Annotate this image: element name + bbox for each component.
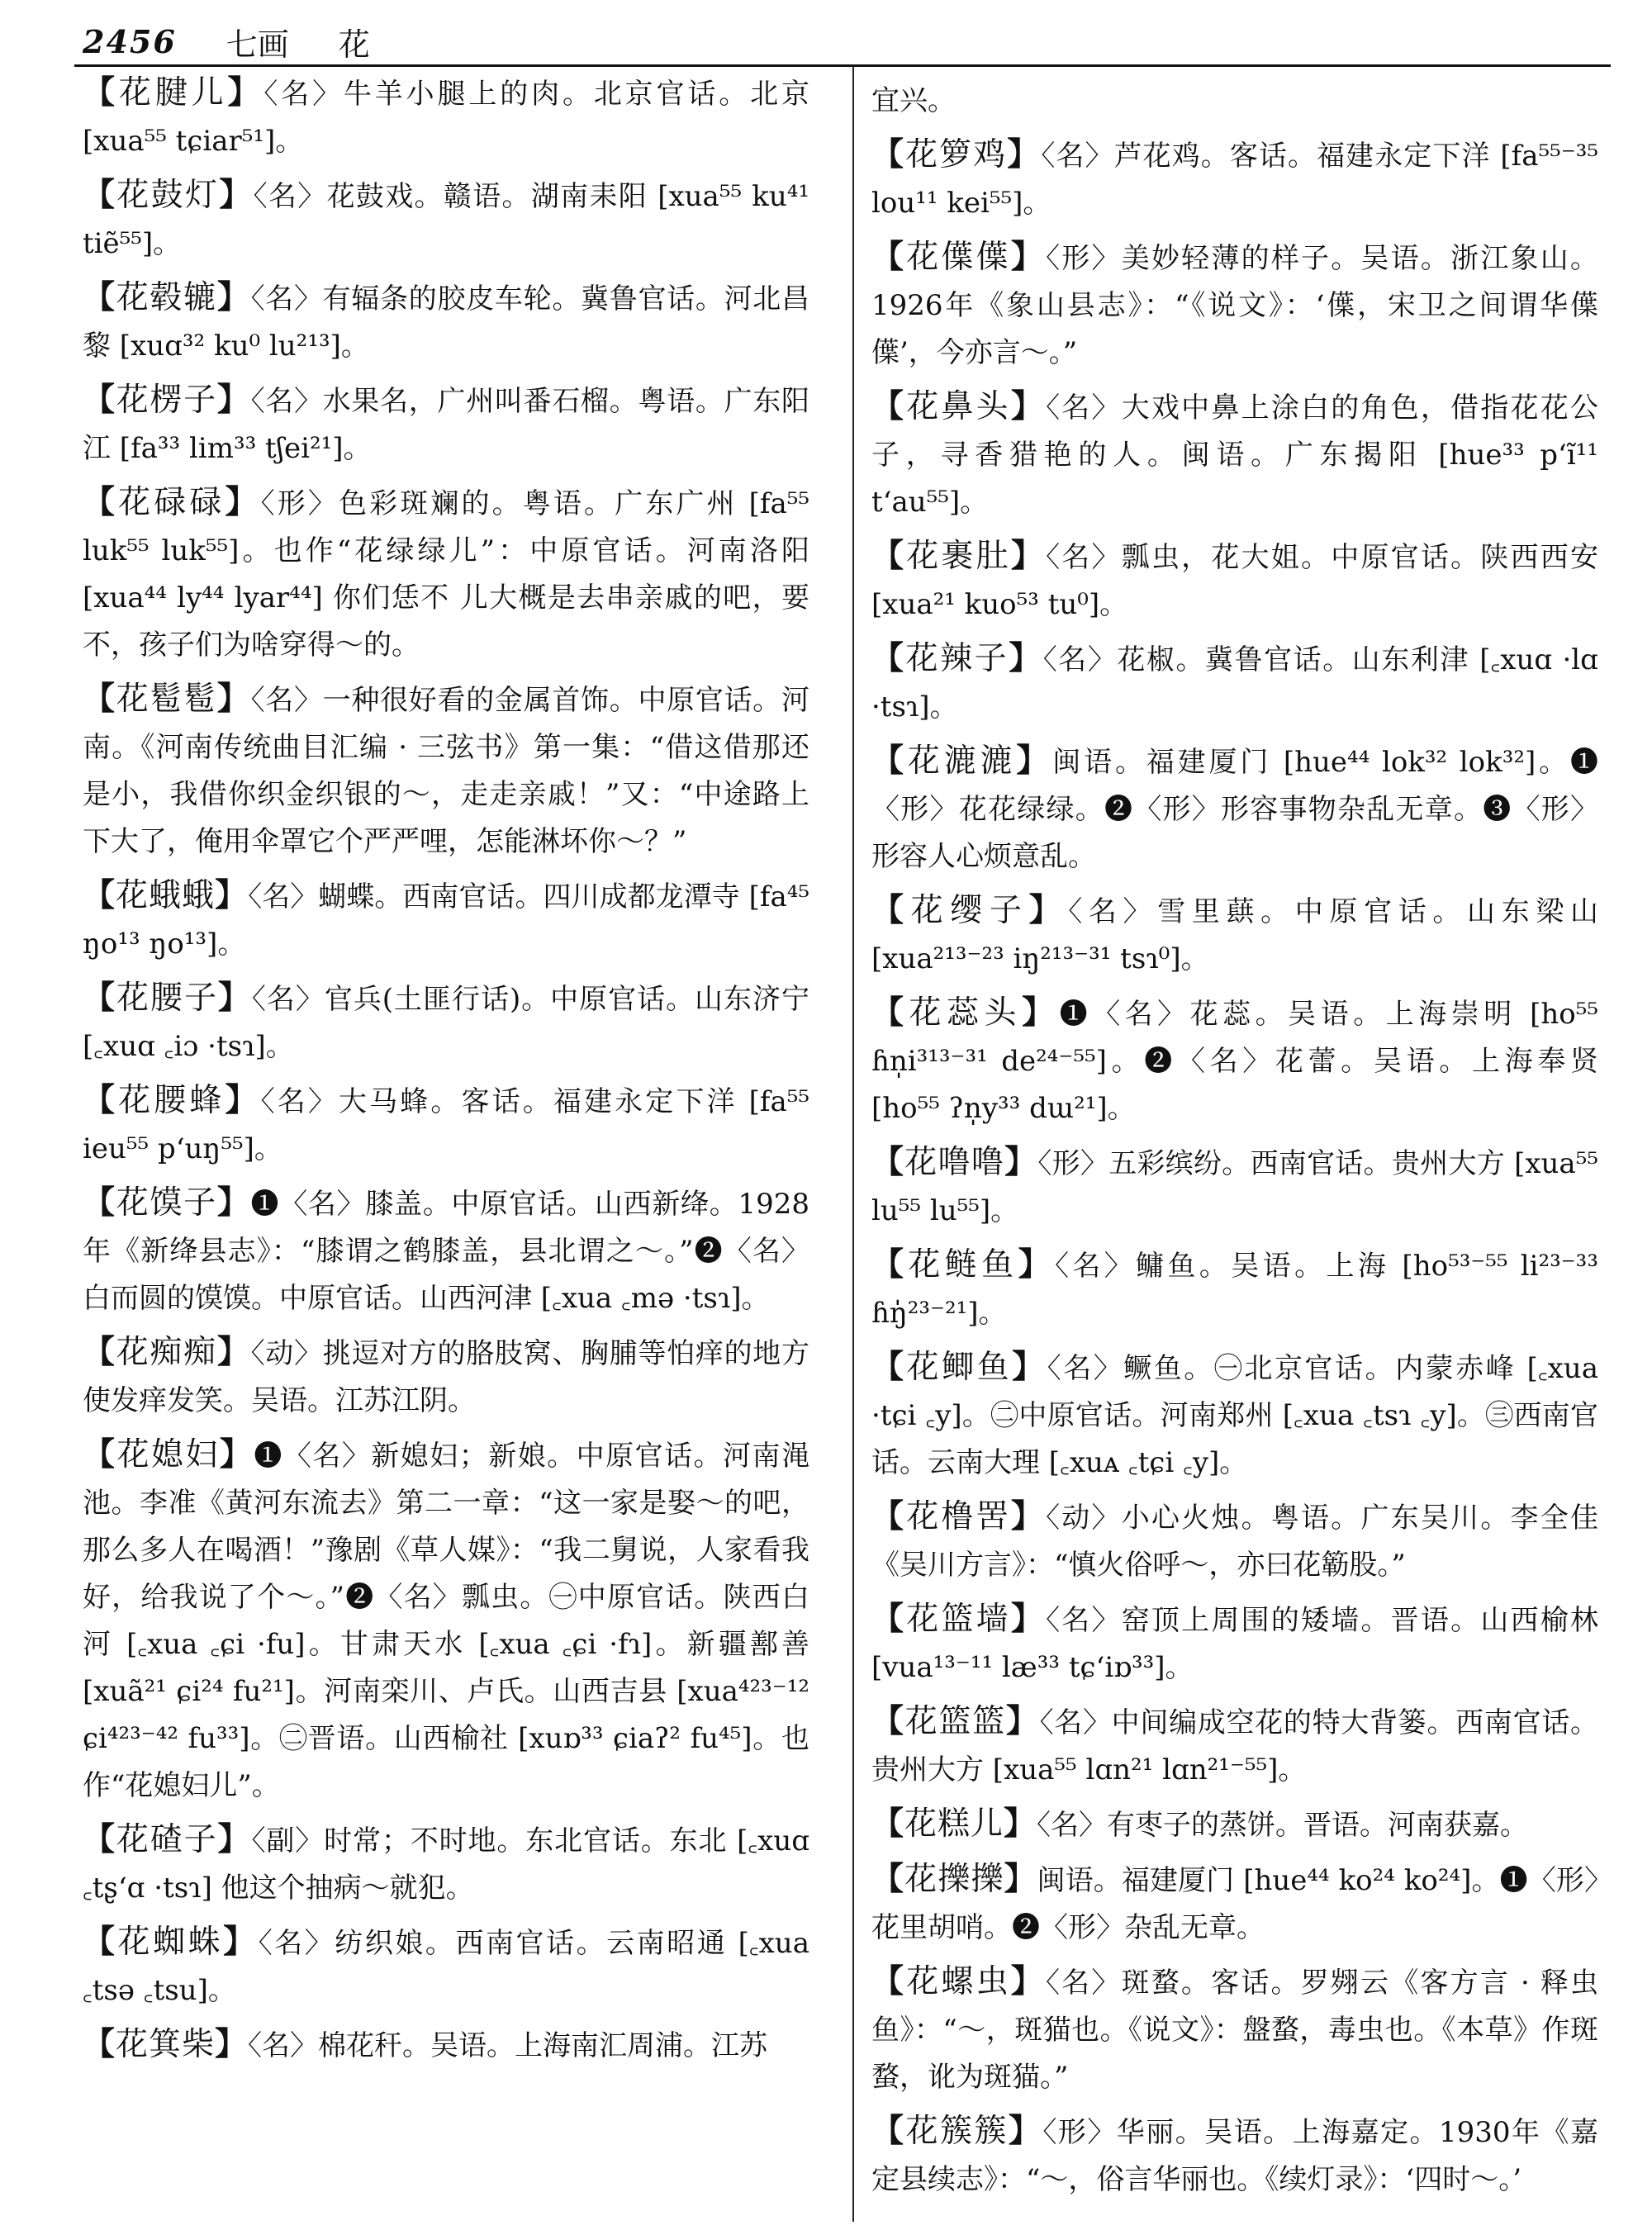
entry-headword: 【花碴子】	[83, 1821, 252, 1858]
entry-headword: 【花腰子】	[83, 980, 252, 1017]
headword-text: 花擽擽	[904, 1861, 1004, 1898]
headword-text: 花篮墙	[906, 1601, 1011, 1638]
entry-definition: 〈形〉色彩斑斓的。粤语。广东广州 [fa⁵⁵ luk⁵⁵ luk⁵⁵]。也作“花绿绿儿”：中原官话。河南洛阳[xua⁴⁴ ly⁴⁴ lyar⁴⁴] 你们恁不 儿大概是去串亲戚的吧，要不，孩子们为啥穿得～的。	[83, 487, 809, 662]
entry-headword: 【花毂辘】	[83, 279, 251, 316]
headword-text: 花僷僷	[906, 239, 1011, 276]
entry-headword: 【花鼓灯】	[83, 177, 254, 214]
headword-text: 花橹罟	[906, 1498, 1011, 1535]
entry-headword: 【花痴痴】	[83, 1334, 251, 1371]
dictionary-entry	[83, 872, 809, 968]
headword-text: 花碌碌	[118, 484, 225, 521]
entry-definition: 〈名〉一种很好看的金属首饰。中原官话。河南。《河南传统曲目汇编 · 三弦书》第一集：“借这借那还是小，我借你织金织银的～，走走亲戚！”又：“中途路上下大了，俺用伞罩它个严严哩，怎能淋坏你～？”	[83, 684, 809, 858]
dictionary-entry	[871, 2108, 1598, 2204]
dictionary-entry	[871, 1596, 1598, 1691]
entry-definition: 〈名〉花鼓戏。赣语。湖南耒阳 [xua⁵⁵ ku⁴¹ tiẽ⁵⁵]。	[83, 180, 809, 260]
entry-headword: 【花篮篮】	[871, 1703, 1040, 1740]
headword-text: 花螺虫	[906, 1963, 1011, 2000]
headword-text: 花楞子	[116, 382, 217, 419]
dictionary-entry	[83, 1431, 809, 1810]
headword-text: 花腰蜂	[118, 1082, 225, 1119]
entry-definition: 〈名〉鳙鱼。吴语。上海 [ho⁵³⁻⁵⁵ li²³⁻³³ ɦŋ̍²³⁻²¹]。	[871, 1250, 1598, 1330]
entry-headword: 【花辣子】	[871, 640, 1043, 677]
dictionary-entry	[871, 1958, 1598, 2101]
headword-text: 花鲢鱼	[908, 1246, 1018, 1283]
dictionary-entry	[83, 274, 809, 370]
entry-headword: 【花鼻头】	[871, 388, 1047, 425]
right-column	[871, 69, 1598, 2210]
column-divider	[852, 66, 854, 2222]
headword-text: 花辣子	[905, 640, 1009, 677]
dictionary-entry	[871, 635, 1598, 731]
entry-headword: 【花媳妇】	[83, 1436, 254, 1473]
entry-definition: 〈形〉五彩缤纷。西南官话。贵州大方 [xua⁵⁵ lu⁵⁵ lu⁵⁵]。	[871, 1147, 1598, 1227]
entry-headword: 【花腰蜂】	[83, 1082, 261, 1119]
entry-headword: 【花髱髱】	[83, 681, 251, 718]
headword-text: 花碴子	[116, 1821, 218, 1858]
page-number: 2456	[83, 22, 177, 60]
entry-headword: 【花缨子】	[871, 892, 1069, 929]
entry-headword: 【花螺虫】	[871, 1963, 1046, 2000]
headword-text: 花腱儿	[118, 74, 228, 112]
dictionary-entry	[83, 172, 809, 268]
entry-headword: 【花蛾蛾】	[83, 877, 249, 914]
entry-definition: 〈名〉中间编成空花的特大背篓。西南官话。贵州大方 [xua⁵⁵ lɑn²¹ lɑn²¹⁻⁵⁵]。	[871, 1706, 1598, 1786]
dictionary-entry	[83, 69, 809, 165]
headword-text: 花痴痴	[116, 1334, 217, 1371]
entry-headword: 【花噜噜】	[871, 1144, 1038, 1181]
headword-text: 花毂辘	[116, 279, 217, 316]
entry-headword: 【花橹罟】	[871, 1498, 1047, 1535]
dictionary-entry	[871, 131, 1598, 227]
entry-definition: 〈动〉小心火烛。粤语。广东吴川。李全佳《吴川方言》：“慎火俗呼～，亦曰花簕股。”	[871, 1502, 1598, 1582]
entry-headword: 【花箕柴】	[83, 2026, 249, 2063]
headword-text: 花蜘蛛	[117, 1924, 224, 1961]
entry-definition: 〈名〉斑蝥。客话。罗翙云《客方言 · 释虫鱼》：“～，斑猫也。《说文》：盤蝥，毒虫也。《本草》作斑蝥，讹为斑猫。”	[871, 1967, 1598, 2094]
entry-definition: 〈形〉华丽。吴语。上海嘉定。1930年《嘉定县续志》：“～，俗言华丽也。《续灯录》：‘四时～。’	[871, 2116, 1598, 2196]
entry-definition: 〈名〉大马蜂。客话。福建永定下洋 [fa⁵⁵ ieu⁵⁵ pʻuŋ⁵⁵]。	[83, 1085, 809, 1165]
entry-definition: 〈名〉芦花鸡。客话。福建永定下洋 [fa⁵⁵⁻³⁵ lou¹¹ kei⁵⁵]。	[871, 140, 1598, 220]
headword-text: 花髱髱	[116, 681, 217, 718]
dictionary-entry	[871, 1241, 1598, 1337]
dictionary-entry	[83, 479, 809, 669]
left-column	[83, 69, 809, 2076]
dictionary-entry	[83, 1816, 809, 1912]
dictionary-entry	[871, 738, 1598, 880]
dictionary-entry	[871, 78, 1598, 125]
headword-text: 花媳妇	[116, 1436, 220, 1473]
dictionary-entry	[871, 1139, 1598, 1235]
entry-definition: 闽语。福建厦门 [hue⁴⁴ ko²⁴ ko²⁴]。❶〈形〉花里胡哨。❷〈形〉杂乱无章。	[871, 1864, 1598, 1944]
header-rule	[74, 64, 1611, 67]
entry-definition: 宜兴。	[871, 84, 956, 117]
entry-definition: 〈名〉有辐条的胶皮车轮。冀鲁官话。河北昌黎 [xuɑ³² ku⁰ lu²¹³]。	[83, 282, 809, 363]
dictionary-entry	[83, 2021, 809, 2070]
entry-headword: 【花鲢鱼】	[871, 1246, 1055, 1283]
dictionary-entry	[871, 533, 1598, 629]
entry-headword: 【花僷僷】	[871, 239, 1047, 276]
headword-text: 花噜噜	[904, 1144, 1005, 1181]
dictionary-entry	[871, 1493, 1598, 1589]
section-title: 七画	[225, 26, 289, 63]
entry-headword: 【花箩鸡】	[871, 136, 1042, 173]
dictionary-entry	[83, 975, 809, 1070]
dictionary-entry	[83, 1329, 809, 1425]
entry-headword: 【花馍子】	[83, 1184, 251, 1222]
headword-text: 花缨子	[910, 892, 1029, 929]
entry-headword: 【花篮墙】	[871, 1601, 1047, 1638]
dictionary-entry	[871, 887, 1598, 983]
entry-headword: 【花腱儿】	[83, 74, 264, 112]
headword-text: 花馍子	[116, 1184, 217, 1222]
dictionary-entry	[871, 989, 1598, 1132]
headword-text: 花糕儿	[904, 1805, 1004, 1843]
entry-definition: 〈名〉雪里蕻。中原官话。山东梁山 [xua²¹³⁻²³ iŋ²¹³⁻³¹ tsɿ⁰]。	[871, 895, 1598, 975]
entry-definition: 〈名〉瓢虫，花大姐。中原官话。陕西西安 [xua²¹ kuo⁵³ tu⁰]。	[871, 541, 1598, 621]
entry-headword: 【花楞子】	[83, 382, 251, 419]
headword-text: 花鼻头	[906, 388, 1011, 425]
entry-headword: 【花鲫鱼】	[871, 1349, 1047, 1386]
entry-definition: 〈名〉官兵(土匪行话)。中原官话。山东济宁 [꜀xuɑ ꜀iɔ ·tsɿ]。	[83, 983, 809, 1063]
headword-text: 花漉漉	[907, 743, 1017, 780]
headword-text: 花箕柴	[116, 2026, 216, 2063]
entry-headword: 【花漉漉】	[871, 743, 1053, 780]
headword-text: 花裹肚	[906, 538, 1011, 575]
entry-definition: 〈形〉美妙轻薄的样子。吴语。浙江象山。1926年《象山县志》：“《说文》：‘僷，宋卫之间谓华僷僷’，今亦言～。”	[871, 242, 1598, 369]
entry-headword: 【花碌碌】	[83, 484, 261, 521]
dictionary-entry	[83, 1919, 809, 2014]
entry-definition: ❶〈名〉膝盖。中原官话。山西新绛。1928年《新绛县志》：“膝谓之鹤膝盖，县北谓之～。”❷〈名〉白而圆的馍馍。中原官话。山西河津 [꜀xua ꜀mə ·tsɿ]。	[83, 1188, 809, 1315]
entry-headword: 【花蜘蛛】	[83, 1924, 259, 1961]
entry-headword: 【花簇簇】	[871, 2113, 1043, 2150]
entry-definition: 闽语。福建厦门 [hue⁴⁴ lok³² lok³²]。❶〈形〉花花绿绿。❷〈形〉形容事物杂乱无章。❸〈形〉形容人心烦意乱。	[871, 746, 1598, 873]
headword-text: 花鲫鱼	[906, 1349, 1013, 1386]
entry-headword: 【花裹肚】	[871, 538, 1047, 575]
index-character: 花	[338, 26, 370, 63]
dictionary-entry	[83, 1179, 809, 1322]
entry-definition: 〈名〉花椒。冀鲁官话。山东利津 [꜀xuɑ ·lɑ ·tsɿ]。	[871, 643, 1598, 724]
dictionary-entry	[83, 377, 809, 472]
entry-definition: 〈名〉鳜鱼。㊀北京官话。内蒙赤峰 [꜀xua ·tɕi ꜀y]。㊁中原官话。河南郑州 [꜀xua ꜀tsɿ ꜀y]。㊂西南官话。云南大理 [꜀xuᴀ ꜀tɕi ꜀y]。	[871, 1352, 1598, 1479]
headword-text: 花鼓灯	[116, 177, 220, 214]
entry-definition: 〈名〉牛羊小腿上的肉。北京官话。北京 [xua⁵⁵ tɕiar⁵¹]。	[83, 78, 809, 158]
dictionary-entry	[871, 1856, 1598, 1952]
dictionary-entry	[871, 383, 1598, 526]
dictionary-entry	[871, 1801, 1598, 1849]
entry-headword: 【花擽擽】	[871, 1861, 1037, 1898]
headword-text: 花簇簇	[905, 2113, 1009, 2150]
entry-definition: 〈动〉挑逗对方的胳肢窝、胸脯等怕痒的地方使发痒发笑。吴语。江苏江阴。	[83, 1337, 809, 1417]
entry-definition: 〈名〉纺织娘。西南官话。云南昭通 [꜀xua ꜀tsə ꜀tsu]。	[83, 1927, 809, 2007]
headword-text: 花腰子	[116, 980, 218, 1017]
headword-text: 花篮篮	[904, 1703, 1006, 1740]
entry-definition: ❶〈名〉新媳妇；新娘。中原官话。河南渑池。李准《黄河东流去》第二一章：“这一家是娶～的吧，那么多人在喝酒！”豫剧《草人媒》：“我二舅说，人家看我好，给我说了个～。”❷〈名〉瓢虫。㊀中原官话。陕西白河 [꜀xua ꜀ɕi ·fu]。甘肃天水 [꜀xua ꜀ɕi ·fɿ]。新疆鄯善 [xuã²¹ ɕi²⁴ fu²¹]。河南栾川、卢氏。山西吉县 [xua⁴²³⁻¹² ɕi⁴²³⁻⁴² fu³³]。㊁晋语。山西榆社 [xuɒ³³ ɕiaʔ² fu⁴⁵]。也作“花媳妇儿”。	[83, 1440, 809, 1802]
entry-definition: 〈副〉时常；不时地。东北官话。东北 [꜀xuɑ ꜀tʂʻɑ ·tsɿ] 他这个抽病～就犯。	[83, 1824, 809, 1905]
dictionary-entry	[83, 1077, 809, 1173]
entry-definition: 〈名〉窑顶上周围的矮墙。晋语。山西榆林 [vua¹³⁻¹¹ læ³³ tɕʻiɒ³³]。	[871, 1604, 1598, 1684]
headword-text: 花蕊头	[909, 994, 1023, 1032]
entry-definition: 〈名〉大戏中鼻上涂白的角色，借指花花公子，寻香猎艳的人。闽语。广东揭阳 [hue³³ pʻĩ¹¹ tʻau⁵⁵]。	[871, 391, 1598, 519]
headword-text: 花蛾蛾	[116, 877, 216, 914]
headword-text: 花箩鸡	[905, 136, 1008, 173]
dictionary-entry	[871, 1344, 1598, 1487]
dictionary-entry	[871, 234, 1598, 377]
entry-definition: ❶〈名〉花蕊。吴语。上海崇明 [ho⁵⁵ ɦn̩i³¹³⁻³¹ de²⁴⁻⁵⁵]。❷〈名〉花蕾。吴语。上海奉贤 [ho⁵⁵ ʔn̩y³³ dɯ²¹]。	[871, 998, 1598, 1125]
entry-definition: 〈名〉有枣子的蒸饼。晋语。河南获嘉。	[1037, 1809, 1529, 1842]
entry-headword: 【花蕊头】	[871, 994, 1060, 1032]
entry-definition: 〈名〉水果名，广州叫番石榴。粤语。广东阳江 [fa³³ lim³³ tʃei²¹]。	[83, 385, 809, 465]
page-header	[83, 17, 1602, 66]
dictionary-entry	[871, 1698, 1598, 1794]
entry-headword: 【花糕儿】	[871, 1805, 1037, 1843]
dictionary-entry	[83, 676, 809, 866]
entry-definition: 〈名〉棉花秆。吴语。上海南汇周浦。江苏	[248, 2029, 768, 2062]
entry-definition: 〈名〉蝴蝶。西南官话。四川成都龙潭寺 [fa⁴⁵ ŋo¹³ ŋo¹³]。	[83, 880, 809, 961]
